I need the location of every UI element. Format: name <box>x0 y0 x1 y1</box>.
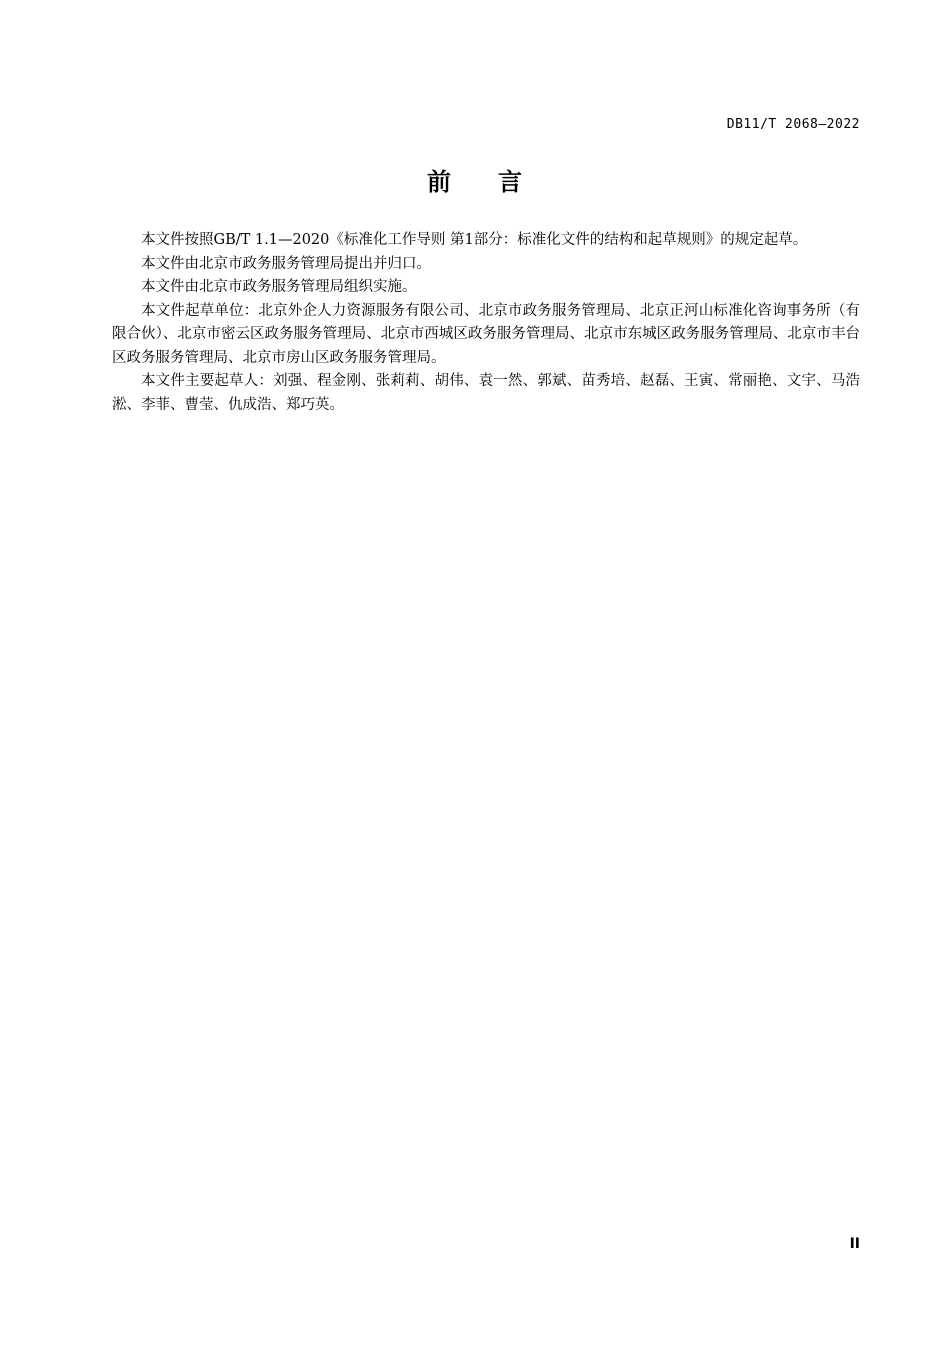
paragraph-implementer: 本文件由北京市政务服务管理局组织实施。 <box>141 279 417 295</box>
document-code: DB11/T 2068—2022 <box>726 117 860 132</box>
page-title <box>0 162 950 197</box>
title-char-2: 言 <box>498 168 523 196</box>
paragraph-proposer: 本文件由北京市政务服务管理局提出并归口。 <box>141 255 431 272</box>
foreword-body <box>112 229 860 417</box>
title-char-1: 前 <box>427 168 452 196</box>
paragraph-drafters: 本文件主要起草人：刘强、程金刚、张莉莉、胡伟、袁一然、郭斌、苗秀培、赵磊、王寅、常丽艳、文宇、马浩淞、李菲、曹莹、仇成浩、郑巧英。 <box>112 373 860 413</box>
paragraph-drafting-rules: 本文件按照GB/T 1.1—2020《标准化工作导则 第1部分：标准化文件的结构和起草规则》的规定起草。 <box>141 232 808 248</box>
paragraph-drafting-units: 本文件起草单位：北京外企人力资源服务有限公司、北京市政务服务管理局、北京正河山标准化咨询事务所（有限合伙）、北京市密云区政务服务管理局、北京市西城区政务服务管理局、北京市东城区政务服务管理局、北京市丰台区政务服务管理局、北京市房山区政务服务管理局。 <box>112 302 860 366</box>
page-number: II <box>849 1236 860 1252</box>
